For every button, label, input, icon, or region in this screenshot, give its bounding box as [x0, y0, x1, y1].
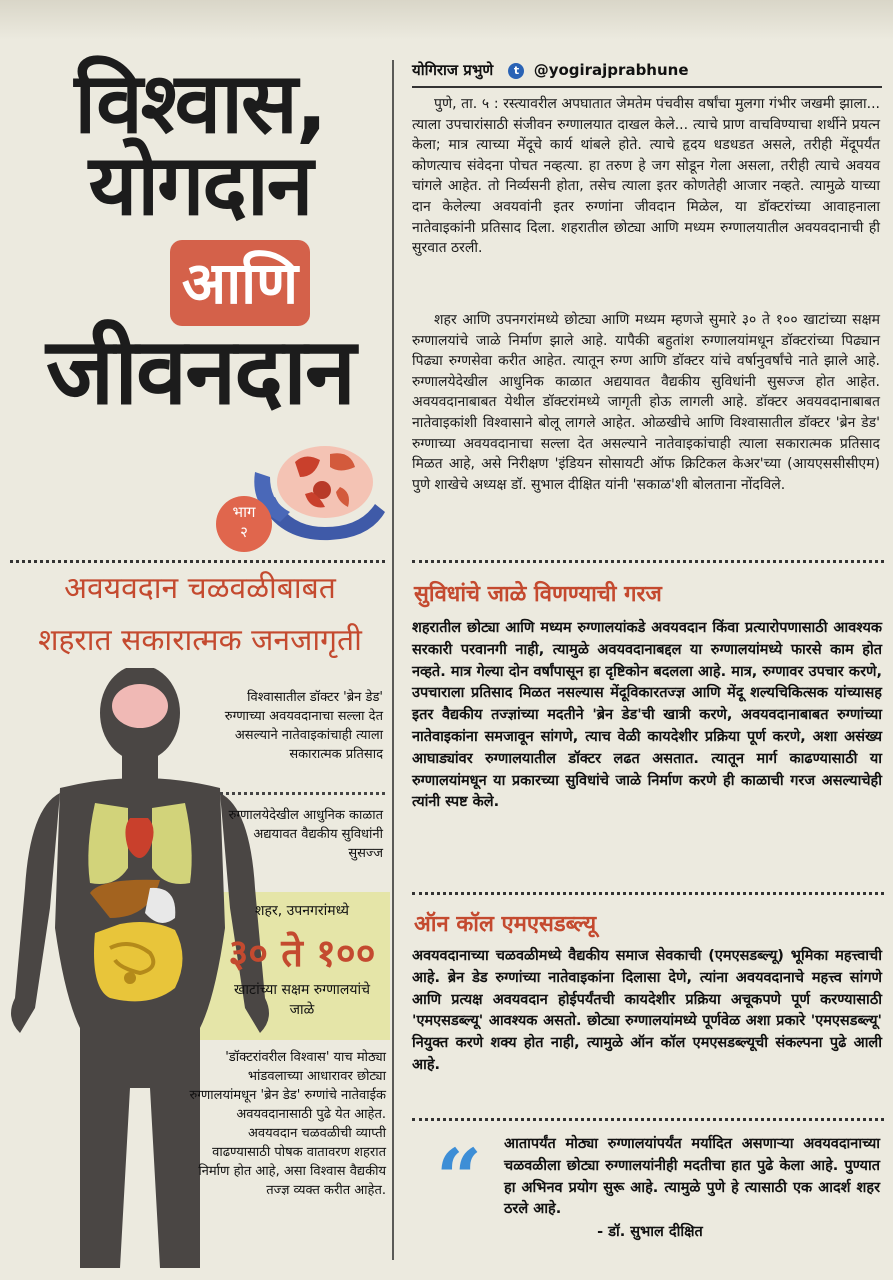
author-name: योगिराज प्रभुणे [412, 61, 494, 79]
article-paragraph-4: अवयवदानाच्या चळवळीमध्ये वैद्यकीय समाज सेवकाची (एमएसडब्ल्यू) भूमिका महत्त्वाची आहे. ब्रेन डेड रुग्णांच्या नातेवाइकांना दिलासा देणे, त्यांना अवयवदानाचे महत्त्व सांगणे आणि प्रत्यक्ष अवयवदान होईपर्यंतची कायदेशीर प्रक्रिया अचूकपणे पूर्ण करण्यासाठी 'एमएसडब्ल्यू' आवश्यक असतो. छोट्या रुग्णालयांमध्ये पूर्णवेळ अशा प्रकारे 'एमएसडब्ल्यू' नियुक्त करणे शक्य होत नाही, त्यामुळे ऑन कॉल एमएसडब्ल्यूची संकल्पना पुढे आली आहे. [412, 948, 882, 1073]
section-dotted-divider-1 [412, 560, 884, 563]
highlight-number: ३० ते १०० [228, 931, 376, 975]
headline-badge: आणि [170, 240, 310, 326]
subheadline-line-1: अवयवदान चळवळीबाबत [64, 571, 336, 606]
part-number: २ [240, 523, 248, 541]
byline-rule [412, 86, 882, 88]
section-heading-msw: ऑन कॉल एमएसडब्ल्यू [414, 912, 597, 937]
headline-line-4: जीवनदान [45, 318, 355, 425]
twitter-icon: t [508, 63, 524, 79]
callout-trust-doctors: विश्वासातील डॉक्टर 'ब्रेन डेड' रुग्णाच्या अवयवदानाचा सल्ला देत असल्याने नातेवाइकांचाही त्याला सकारात्मक प्रतिसाद [224, 690, 383, 762]
left-dotted-divider [10, 560, 385, 563]
section-dotted-divider-3 [412, 1118, 884, 1121]
highlight-caption-top: शहर, उपनगरांमध्ये [255, 903, 349, 919]
article-paragraph-1: पुणे, ता. ५ : रस्त्यावरील अपघातात जेमतेम पंचवीस वर्षांचा मुलगा गंभीर जखमी झाला... त्याला उपचारांसाठी संजीवन रुग्णालयात दाखल केले... त्याचे प्राण वाचविण्याचा शर्थीने प्रयत्न केला; मात्र त्याच्या मेंदूचे कार्य थांबले होते. त्याचे हृदय धडधडत असले, तरीही मेंदूपर्यंत कोणत्याच संवेदना पोचत नव्हत्या. हा तरुण हे जग सोडून गेला असला, तरीही त्याचे अवयव चांगले आहेत. तो निर्व्यसनी होता, तसेच त्याला इतर कोणतेही आजार नव्हते. त्यामुळे याच्या दान केलेल्या अवयवांनी इतर रुग्णांना जीवदान मिळेल, या डॉक्टरांच्या आवाहनाला नातेवाइकांनी प्रतिसाद दिला. शहरातील छोट्या आणि मध्यम रुग्णालयातील अवयवदानाची ही सुरवात ठरली. [412, 96, 880, 257]
byline [412, 60, 882, 80]
part-badge [216, 496, 272, 552]
section-heading-network: सुविधांचे जाळे विणण्याची गरज [414, 582, 662, 607]
section-dotted-divider-2 [412, 892, 884, 895]
callout-trust-capital: 'डॉक्टरांवरील विश्वास' याच मोठ्या भांडवलाच्या आधारावर छोट्या रुग्णालयांमधून 'ब्रेन डेड' रुग्णांचे नातेवाईक अवयवदानासाठी पुढे येत आहेत. अवयवदान चळवळीची व्याप्ती वाढण्यासाठी पोषक वातावरण शहरात निर्माण होत आहे, असा विश्वास वैद्यकीय तज्ज्ञ व्यक्त करीत आहेत. [189, 1050, 386, 1198]
callout-divider-1 [220, 792, 385, 795]
headline-line-1: विश्वास, [74, 54, 326, 152]
pull-quote-author: - डॉ. सुभाल दीक्षित [597, 1224, 703, 1240]
part-label: भाग [232, 503, 256, 521]
pull-quote: आतापर्यंत मोठ्या रुग्णालयांपर्यंत मर्यादित असणाऱ्या अवयवदानाच्या चळवळीला छोट्या रुग्णालयांनीही मदतीचा हात पुढे केला आहे. पुण्यात हा अभिनव प्रयोग सुरू आहे. त्यामुळे पुणे हे त्यासाठी एक आदर्श शहर ठरले आहे. [504, 1136, 880, 1218]
quote-mark-icon: “ [436, 1131, 483, 1225]
twitter-handle: @yogirajprabhune [533, 61, 689, 79]
article-paragraph-3: शहरातील छोट्या आणि मध्यम रुग्णालयांकडे अवयवदान किंवा प्रत्यारोपणासाठी आवश्यक सरकारी परवानगी नाही, त्यामुळे अवयवदानाबद्दल या रुग्णालयांमध्ये फारसे काम होत नव्हते. मात्र गेल्या दोन वर्षांपासून हा दृष्टिकोन बदलला आहे. मात्र, रुग्णावर उपचार करणे, उपचाराला प्रतिसाद मिळत नसल्यास मेंदूविकारतज्ज्ञ आणि मेंदू शल्यचिकित्सक यांच्यासह इतर वैद्यकीय तज्ज्ञांच्या मदतीने 'ब्रेन डेड'ची खात्री करणे, अवयवदानाबाबत रुग्णांच्या नातेवाइकांना समजावून सांगणे, त्याच वेळी कायदेशीर प्रक्रिया पूर्ण करणे, अशा असंख्य आघाड्यांवर रुग्णालयातील डॉक्टर लढत असतात. त्यातून मार्ग काढण्यासाठी या रुग्णालयांमधून या प्रकारच्या सुविधांचे जाळे निर्माण करणे ही काळाची गरज असल्याचेही त्यांनी स्पष्ट केले. [412, 620, 882, 811]
column-divider [392, 60, 394, 1260]
headline-line-2: योगदान [88, 136, 312, 234]
subheadline-line-2: शहरात सकारात्मक जनजागृती [38, 623, 362, 658]
article-paragraph-2: शहर आणि उपनगरांमध्ये छोट्या आणि मध्यम म्हणजे सुमारे ३० ते १०० खाटांच्या सक्षम रुग्णालयांचे जाळे निर्माण झाले आहे. यापैकी बहुतांश रुग्णालयांमधून डॉक्टरांच्या पिढ्यान पिढ्या रुग्णसेवा करीत आहेत. त्यातून रुग्ण आणि डॉक्टर यांचे वर्षानुवर्षांचे नाते झाले आहे. रुग्णालयेदेखील आधुनिक काळात अद्ययावत वैद्यकीय सुविधांनी सुसज्ज होत आहेत. अवयवदानाबाबत येथील डॉक्टरांमध्ये जागृती होऊ लागली आहे. डॉक्टर अवयवदानाबाबत नातेवाइकांशी विश्वासाने बोलू लागले आहेत. ओळखीचे आणि विश्वासातील डॉक्टर 'ब्रेन डेड' रुग्णाच्या अवयवदानाचा सल्ला देत असल्याने नातेवाइकांचाही त्याला सकारात्मक प्रतिसाद मिळत आहे, असे निरीक्षण 'इंडियन सोसायटी ऑफ क्रिटिकल केअर'च्या (आयएससीसीएम) पुणे शाखेचे अध्यक्ष डॉ. सुभाल दीक्षित यांनी 'सकाळ'शी बोलताना नोंदविले. [412, 312, 880, 493]
highlight-caption-bottom: खाटांच्या सक्षम रुग्णालयांचे जाळे [233, 982, 370, 1018]
callout-modern-hospitals: रुग्णालयेदेखील आधुनिक काळात अद्ययावत वैद्यकीय सुविधांनी सुसज्ज [228, 808, 383, 861]
